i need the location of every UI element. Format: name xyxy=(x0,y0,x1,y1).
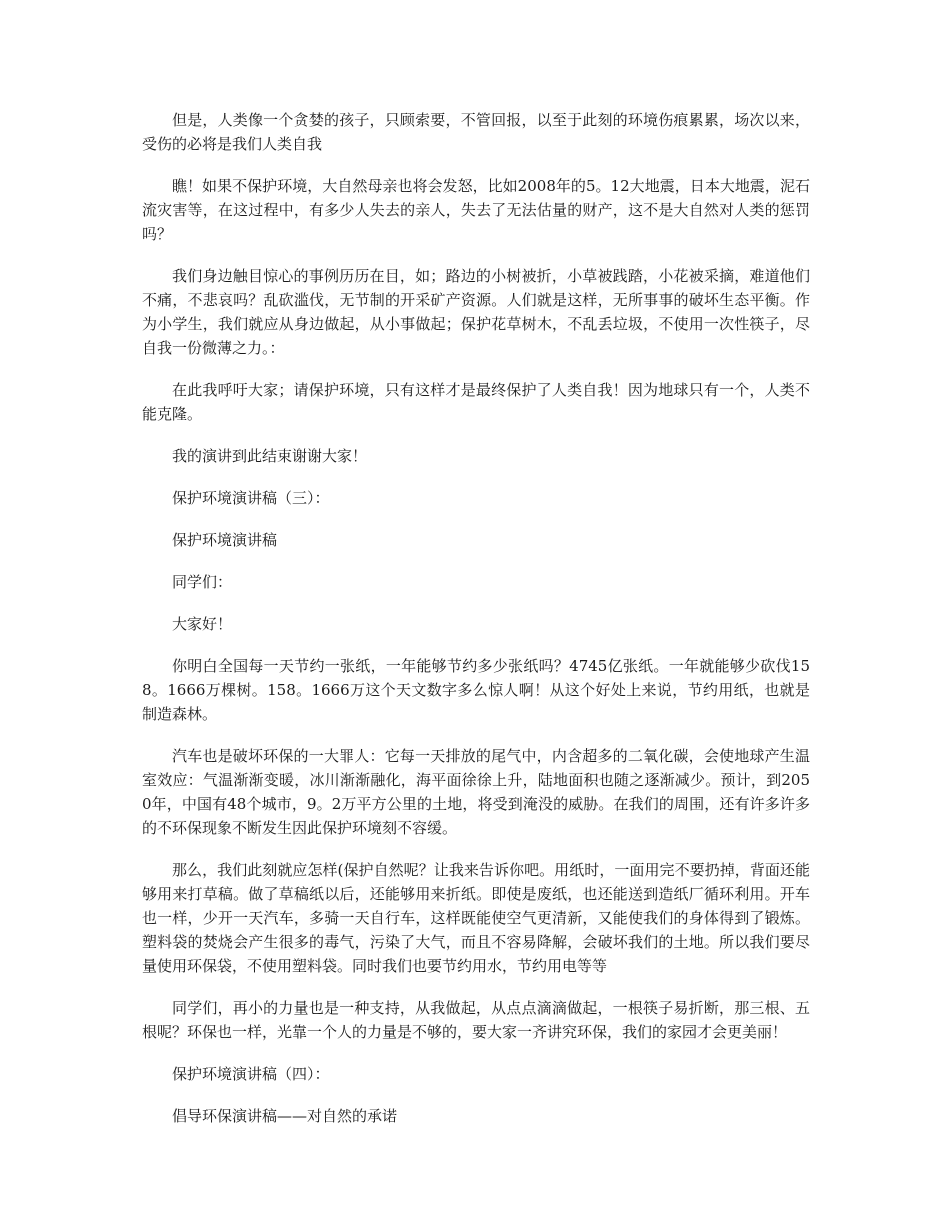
paragraph: 你明白全国每一天节约一张纸，一年能够节约多少张纸吗？4745亿张纸。一年就能够少砍伐158。1666万棵树。158。1666万这个天文数字多么惊人啊！从这个好处上来说，节约用纸，也就是制造森林。 xyxy=(142,657,810,723)
speech-title: 倡导环保演讲稿——对自然的承诺 xyxy=(172,1107,398,1125)
section-heading: 保护环境演讲稿（四）： xyxy=(172,1065,330,1083)
section-heading: 保护环境演讲稿（三）： xyxy=(172,489,330,507)
paragraph: 同学们，再小的力量也是一种支持，从我做起，从点点滴滴做起，一根筷子易折断，那三根、五根呢？环保也一样，光靠一个人的力量是不够的，要大家一齐讲究环保，我们的家园才会更美丽！ xyxy=(142,999,810,1041)
paragraph: 但是，人类像一个贪婪的孩子，只顾索要，不管回报，以至于此刻的环境伤痕累累，场次以来，受伤的必将是我们人类自我 xyxy=(142,111,810,153)
paragraph: 在此我呼吁大家；请保护环境，只有这样才是最终保护了人类自我！因为地球只有一个，人类不能克隆。 xyxy=(142,381,810,423)
greeting: 大家好！ xyxy=(172,615,233,633)
paragraph: 我的演讲到此结束谢谢大家！ xyxy=(172,447,368,465)
paragraph: 汽车也是破坏环保的一大罪人：它每一天排放的尾气中，内含超多的二氧化碳，会使地球产生温室效应：气温渐渐变暖，冰川渐渐融化，海平面徐徐上升，陆地面积也随之逐渐减少。预计，到2050年，中国有48个城市，9。2万平方公里的土地，将受到淹没的威胁。在我们的周围，还有许多许多的不环保现象不断发生因此保护环境刻不容缓。 xyxy=(142,747,810,837)
salutation: 同学们： xyxy=(172,573,233,591)
paragraph: 我们身边触目惊心的事例历历在目，如；路边的小树被折，小草被践踏，小花被采摘，难道他们不痛，不悲哀吗？乱砍滥伐，无节制的开采矿产资源。人们就是这样，无所事事的破坏生态平衡。作为小学生，我们就应从身边做起，从小事做起；保护花草树木，不乱丢垃圾，不使用一次性筷子，尽自我一份微薄之力。： xyxy=(142,267,810,357)
paragraph: 那么，我们此刻就应怎样(保护自然呢？让我来告诉你吧。用纸时，一面用完不要扔掉，背面还能够用来打草稿。做了草稿纸以后，还能够用来折纸。即使是废纸，也还能送到造纸厂循环利用。开车也一样，少开一天汽车，多骑一天自行车，这样既能使空气更清新，又能使我们的身体得到了锻炼。塑料袋的焚烧会产生很多的毒气，污染了大气，而且不容易降解，会破坏我们的土地。所以我们要尽量使用环保袋，不使用塑料袋。同时我们也要节约用水，节约用电等等 xyxy=(142,861,810,975)
speech-title: 保护环境演讲稿 xyxy=(172,531,278,549)
document-body xyxy=(142,108,810,1146)
paragraph: 瞧！如果不保护环境，大自然母亲也将会发怒，比如2008年的5。12大地震，日本大地震，泥石流灾害等，在这过程中，有多少人失去的亲人，失去了无法估量的财产，这不是大自然对人类的惩罚吗？ xyxy=(142,177,810,243)
